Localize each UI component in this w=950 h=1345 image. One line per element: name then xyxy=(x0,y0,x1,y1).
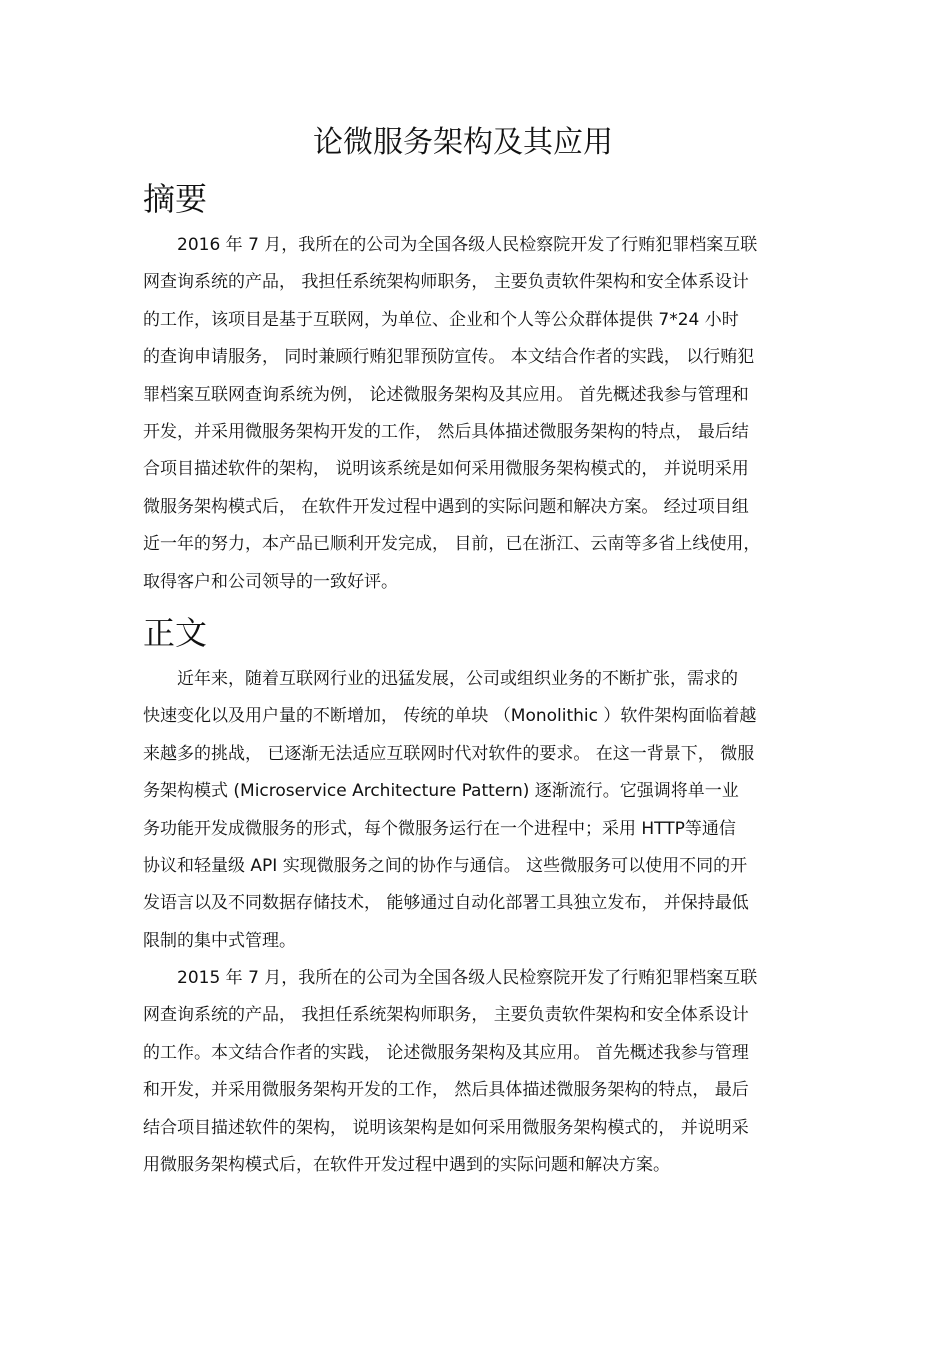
text-line: 近年来，随着互联网行业的迅猛发展，公司或组织业务的不断扩张，需求的 xyxy=(177,669,738,689)
abstract-heading: 摘要 xyxy=(143,180,208,218)
text-line: 取得客户和公司领导的一致好评。 xyxy=(143,571,398,592)
text-line: 合项目描述软件的架构， 说明该系统是如何采用微服务架构模式的， 并说明采用 xyxy=(143,459,749,480)
abstract-paragraph xyxy=(143,227,808,601)
text-line: 网查询系统的产品， 我担任系统架构师职务， 主要负责软件架构和安全体系设计 xyxy=(143,272,749,293)
text-line: 限制的集中式管理。 xyxy=(143,930,296,951)
text-line: 务架构模式 (Microservice Architecture Pattern) 逐渐流行。它强调将单一业 xyxy=(143,781,739,802)
text-line: 2015 年 7 月，我所在的公司为全国各级人民检察院开发了行贿犯罪档案互联 xyxy=(177,968,758,988)
text-line: 罪档案互联网查询系统为例， 论述微服务架构及其应用。 首先概述我参与管理和 xyxy=(143,384,749,405)
text-line: 2016 年 7 月，我所在的公司为全国各级人民检察院开发了行贿犯罪档案互联 xyxy=(177,235,758,255)
text-line: 结合项目描述软件的架构， 说明该架构是如何采用微服务架构模式的， 并说明采 xyxy=(143,1117,749,1138)
document-title: 论微服务架构及其应用 xyxy=(313,125,613,160)
body-heading: 正文 xyxy=(143,614,208,652)
text-line: 的工作，该项目是基于互联网，为单位、企业和个人等公众群体提供 7*24 小时 xyxy=(143,309,739,330)
text-line: 务功能开发成微服务的形式，每个微服务运行在一个进程中；采用 HTTP等通信 xyxy=(143,818,736,839)
text-line: 和开发，并采用微服务架构开发的工作， 然后具体描述微服务架构的特点， 最后 xyxy=(143,1080,749,1101)
text-line: 近一年的努力，本产品已顺利开发完成， 目前，已在浙江、云南等多省上线使用， xyxy=(143,534,761,555)
body-paragraph-1 xyxy=(143,661,808,960)
text-line: 开发，并采用微服务架构开发的工作， 然后具体描述微服务架构的特点， 最后结 xyxy=(143,421,749,442)
text-line: 的工作。本文结合作者的实践， 论述微服务架构及其应用。 首先概述我参与管理 xyxy=(143,1042,749,1063)
text-line: 网查询系统的产品， 我担任系统架构师职务， 主要负责软件架构和安全体系设计 xyxy=(143,1005,749,1026)
text-line: 发语言以及不同数据存储技术， 能够通过自动化部署工具独立发布， 并保持最低 xyxy=(143,893,749,914)
text-line: 用微服务架构模式后，在软件开发过程中遇到的实际问题和解决方案。 xyxy=(143,1154,670,1175)
text-line: 来越多的挑战， 已逐渐无法适应互联网时代对软件的要求。 在这一背景下， 微服 xyxy=(143,743,755,764)
text-line: 微服务架构模式后， 在软件开发过程中遇到的实际问题和解决方案。 经过项目组 xyxy=(143,496,749,517)
text-line: 协议和轻量级 API 实现微服务之间的协作与通信。 这些微服务可以使用不同的开 xyxy=(143,855,748,876)
text-line: 的查询申请服务， 同时兼顾行贿犯罪预防宣传。 本文结合作者的实践， 以行贿犯 xyxy=(143,347,755,368)
body-paragraph-2 xyxy=(143,960,808,1184)
text-line: 快速变化以及用户量的不断增加， 传统的单块 （Monolithic ）软件架构面临着越 xyxy=(143,706,757,727)
